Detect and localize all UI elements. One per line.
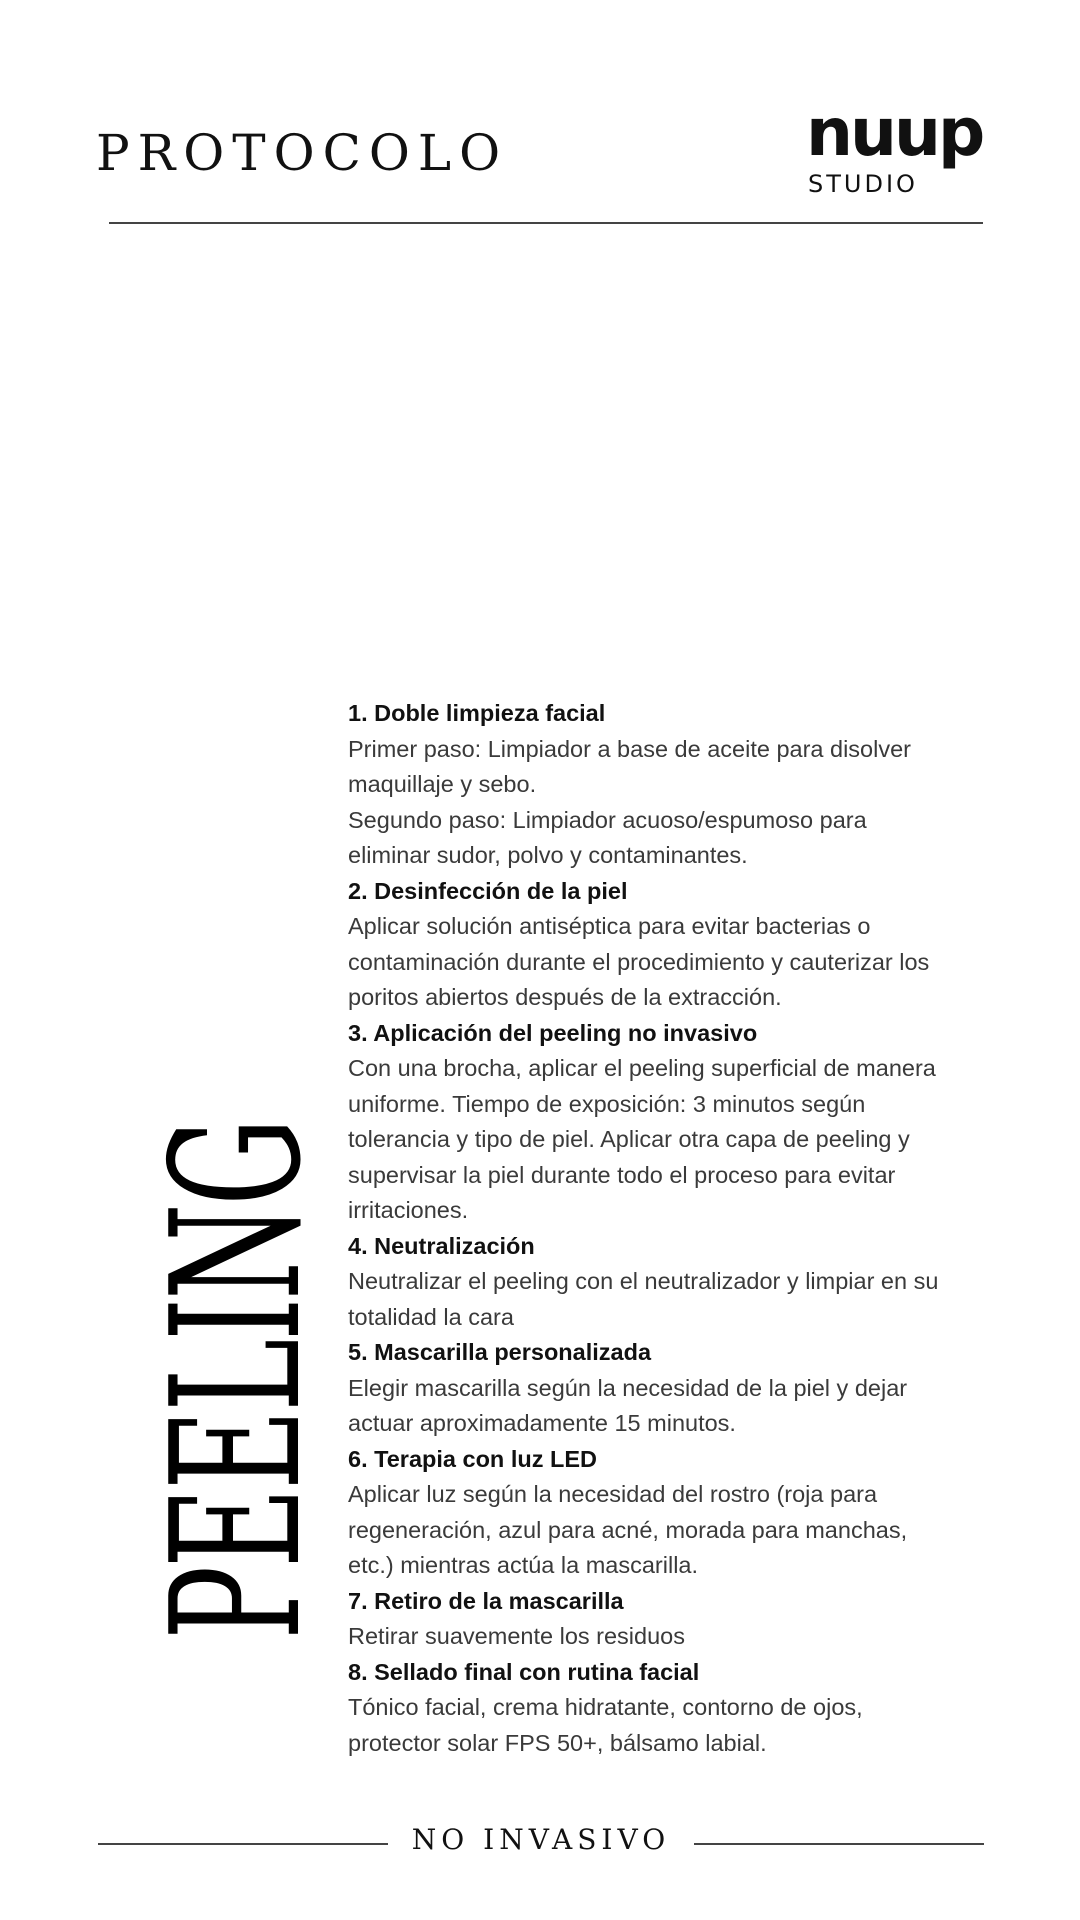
step-body: Tónico facial, crema hidratante, contorno de ojos, protector solar FPS 50+, bálsamo labial. xyxy=(348,1694,863,1756)
protocol-steps xyxy=(348,696,948,1761)
step-item xyxy=(348,1016,948,1229)
step-body: Retirar suavemente los residuos xyxy=(348,1623,685,1649)
page-title: PROTOCOLO xyxy=(96,124,509,182)
step-item xyxy=(348,1335,948,1442)
step-item xyxy=(348,696,948,874)
step-title: 1. Doble limpieza facial xyxy=(348,700,606,726)
step-body: Aplicar luz según la necesidad del rostro (roja para regeneración, azul para acné, morada para manchas, etc.) mientras actúa la mascarilla. xyxy=(348,1481,908,1578)
step-title: 6. Terapia con luz LED xyxy=(348,1445,597,1472)
step-body: Primer paso: Limpiador a base de aceite para disolver maquillaje y sebo. Segundo paso: Limpiador acuoso/espumoso para eliminar sudor, polvo y contaminantes. xyxy=(348,735,911,868)
footer-label: NO INVASIVO xyxy=(411,1823,671,1856)
logo-wordmark: nuup xyxy=(806,94,983,171)
footer-divider-right xyxy=(694,1843,984,1845)
footer-divider-left xyxy=(98,1843,388,1845)
step-title: 2. Desinfección de la piel xyxy=(348,877,628,904)
step-body: Neutralizar el peeling con el neutralizador y limpiar en su totalidad la cara xyxy=(348,1268,939,1330)
step-item xyxy=(348,1655,948,1762)
logo-subtitle: STUDIO xyxy=(808,170,918,198)
vertical-treatment-title xyxy=(133,961,340,1799)
step-title: 7. Retiro de la mascarilla xyxy=(348,1587,624,1614)
step-title: 5. Mascarilla personalizada xyxy=(348,1339,652,1365)
step-title: 4. Neutralización xyxy=(348,1232,535,1259)
step-item xyxy=(348,1584,948,1655)
step-body: Elegir mascarilla según la necesidad de la piel y dejar actuar aproximadamente 15 minutos. xyxy=(348,1374,908,1436)
step-item xyxy=(348,874,948,1016)
vertical-treatment-title-text: PEELING xyxy=(133,1120,340,1640)
step-item xyxy=(348,1442,948,1584)
step-item xyxy=(348,1229,948,1336)
header-divider xyxy=(109,222,983,224)
step-title: 8. Sellado final con rutina facial xyxy=(348,1658,700,1685)
step-title: 3. Aplicación del peeling no invasivo xyxy=(348,1019,758,1046)
step-body: Con una brocha, aplicar el peeling superficial de manera uniforme. Tiempo de exposición: 3 minutos según tolerancia y tipo de piel. Aplicar otra capa de peeling y supervisar la piel durante todo el proceso para evitar irritaciones. xyxy=(348,1055,936,1223)
brand-logo xyxy=(806,94,986,198)
step-body: Aplicar solución antiséptica para evitar bacterias o contaminación durante el procedimiento y cauterizar los poritos abiertos después de la extracción. xyxy=(348,913,930,1010)
